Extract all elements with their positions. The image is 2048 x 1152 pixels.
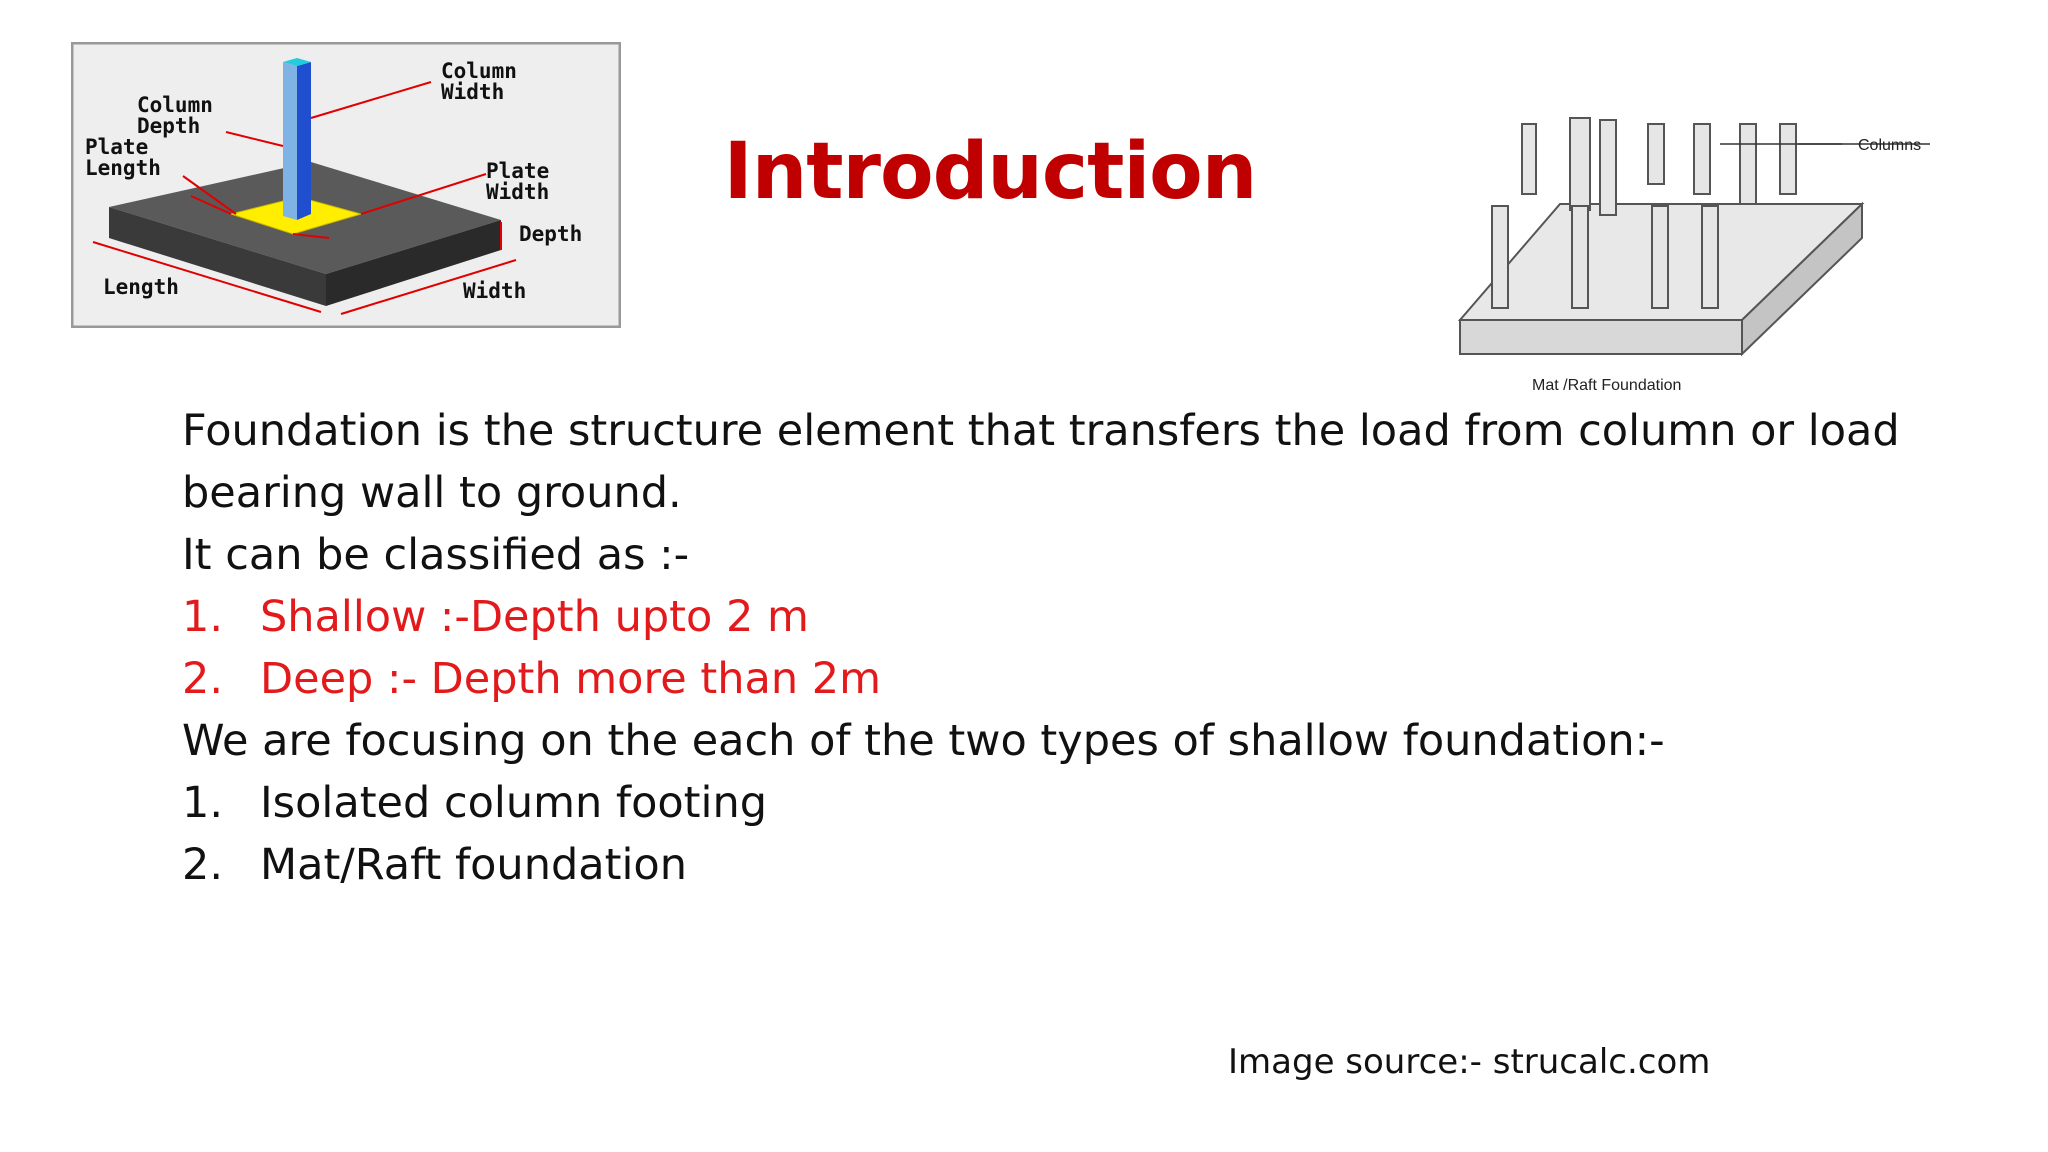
label-depth: Depth bbox=[519, 222, 583, 246]
label-column-depth-1: Column bbox=[137, 93, 213, 117]
body-text bbox=[182, 400, 1902, 896]
label-length: Length bbox=[103, 275, 179, 299]
label-plate-length-2: Length bbox=[85, 156, 161, 180]
isolated-footing-figure bbox=[71, 42, 621, 328]
list-number: 1. bbox=[182, 592, 224, 642]
mat-slab-front bbox=[1460, 320, 1742, 354]
label-column-depth-2: Depth bbox=[137, 114, 201, 138]
list-number: 2. bbox=[182, 654, 224, 704]
focus-intro: We are focusing on the each of the two types of shallow foundation:- bbox=[182, 716, 1665, 766]
mat-foundation-figure bbox=[1440, 110, 1930, 400]
focus-item-mat bbox=[182, 834, 1902, 896]
label-plate-length-1: Plate bbox=[85, 135, 149, 159]
list-text: Shallow :-Depth upto 2 m bbox=[260, 592, 809, 642]
label-width: Width bbox=[463, 279, 527, 303]
column-side bbox=[297, 62, 311, 220]
column-front bbox=[283, 62, 297, 220]
label-plate-width-2: Width bbox=[486, 180, 550, 204]
classification-item-deep bbox=[182, 648, 1902, 710]
classification-intro: It can be classified as :- bbox=[182, 530, 690, 580]
image-source-credit: Image source:- strucalc.com bbox=[1228, 1042, 1711, 1082]
label-plate-width-1: Plate bbox=[486, 159, 550, 183]
list-text: Mat/Raft foundation bbox=[260, 840, 687, 890]
label-column-width-1: Column bbox=[441, 59, 517, 83]
list-number: 1. bbox=[182, 778, 224, 828]
list-text: Isolated column footing bbox=[260, 778, 768, 828]
focus-item-isolated bbox=[182, 772, 1902, 834]
label-column-width-2: Width bbox=[441, 80, 505, 104]
mat-caption: Mat /Raft Foundation bbox=[1532, 377, 1682, 394]
definition-paragraph: Foundation is the structure element that transfers the load from column or load bearing wall to ground. bbox=[182, 406, 1900, 518]
list-text: Deep :- Depth more than 2m bbox=[260, 654, 881, 704]
page-title: Introduction bbox=[723, 127, 1257, 217]
label-columns: Columns bbox=[1858, 137, 1922, 154]
classification-item-shallow bbox=[182, 586, 1902, 648]
list-number: 2. bbox=[182, 840, 224, 890]
